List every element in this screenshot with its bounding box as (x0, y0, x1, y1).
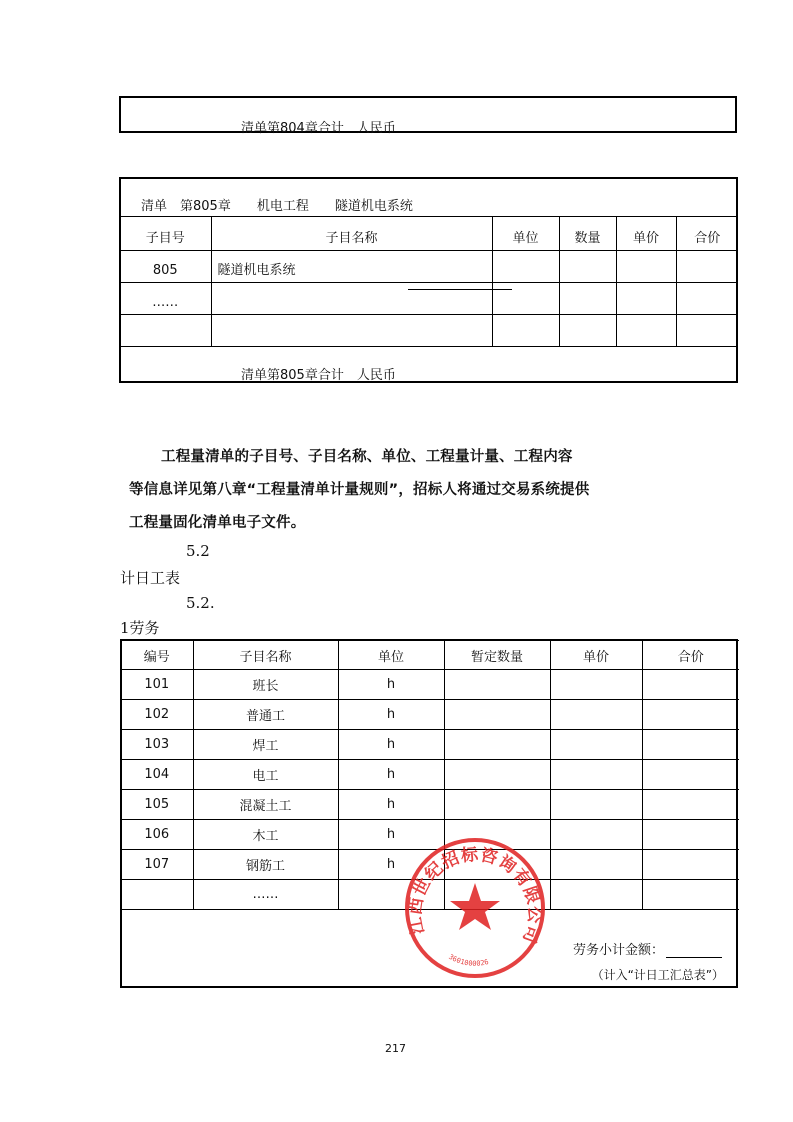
price-cell (550, 850, 642, 880)
qty-cell (559, 251, 616, 283)
price-cell (550, 880, 642, 910)
table-row (121, 790, 739, 820)
amount-cell (642, 730, 739, 760)
header-cell: 子目名称 (193, 641, 338, 670)
table-header-row (121, 641, 739, 670)
header-cell: 合价 (676, 217, 738, 251)
code-cell (121, 880, 193, 910)
name-cell: 木工 (193, 820, 338, 850)
section-805-table (119, 177, 738, 383)
header-cell: 子目号 (120, 217, 211, 251)
code-cell: 102 (121, 700, 193, 730)
qty-cell (444, 790, 550, 820)
qty-cell (559, 283, 616, 315)
price-cell (616, 315, 676, 347)
name-cell (211, 283, 492, 315)
code-cell: …… (120, 283, 211, 315)
amount-cell (642, 790, 739, 820)
amount-cell (642, 700, 739, 730)
paragraph-line: 等信息详见第八章“工程量清单计量规则”，招标人将通过交易系统提供 (129, 482, 590, 498)
qty-cell (444, 700, 550, 730)
unit-cell: h (338, 790, 444, 820)
header-cell: 单价 (616, 217, 676, 251)
section-805-title: 清单 第805章 机电工程 隧道机电系统 (141, 199, 413, 214)
price-cell (550, 820, 642, 850)
unit-cell (492, 251, 559, 283)
unit-cell: h (338, 700, 444, 730)
section-5-2-1-number: 5.2. (186, 594, 215, 612)
name-cell: 混凝土工 (193, 790, 338, 820)
labor-subtotal (573, 939, 722, 958)
unit-cell: h (338, 850, 444, 880)
name-cell: 电工 (193, 760, 338, 790)
name-cell: …… (193, 880, 338, 910)
qty-cell (559, 315, 616, 347)
unit-cell: h (338, 760, 444, 790)
unit-cell: h (338, 670, 444, 700)
section-804-total-label: 清单第804章合计 人民币 (241, 121, 396, 136)
header-cell: 子目名称 (211, 217, 492, 251)
price-cell (616, 251, 676, 283)
code-cell: 106 (121, 820, 193, 850)
code-cell: 104 (121, 760, 193, 790)
section-5-2-1-title: 1劳务 (120, 619, 160, 637)
unit-cell (492, 315, 559, 347)
price-cell (550, 730, 642, 760)
table-row (121, 760, 739, 790)
header-cell: 暂定数量 (444, 641, 550, 670)
blank-underline (408, 289, 512, 290)
header-cell: 数量 (559, 217, 616, 251)
header-cell: 编号 (121, 641, 193, 670)
section-805-grid (120, 216, 738, 347)
name-cell: 班长 (193, 670, 338, 700)
price-cell (550, 700, 642, 730)
table-row (120, 251, 738, 283)
table-row (121, 730, 739, 760)
amount-cell (676, 315, 738, 347)
star-icon (450, 883, 500, 930)
qty-cell (444, 730, 550, 760)
name-cell: 隧道机电系统 (211, 251, 492, 283)
code-cell: 101 (121, 670, 193, 700)
price-cell (550, 670, 642, 700)
table-row (120, 283, 738, 315)
company-seal (404, 837, 546, 979)
code-cell: 107 (121, 850, 193, 880)
seal-digits (447, 953, 489, 968)
section-805-total-label: 清单第805章合计 人民币 (241, 368, 396, 383)
table-header-row (120, 217, 738, 251)
name-cell (211, 315, 492, 347)
labor-subtotal-note: （计入“计日工汇总表”） (591, 968, 724, 982)
table-row (121, 700, 739, 730)
header-cell: 单位 (338, 641, 444, 670)
name-cell: 焊工 (193, 730, 338, 760)
amount-cell (676, 251, 738, 283)
code-cell: 105 (121, 790, 193, 820)
amount-cell (642, 760, 739, 790)
paragraph-line: 工程量清单的子目号、子目名称、单位、工程量计量、工程内容 (161, 449, 573, 465)
section-5-2-number: 5.2 (186, 542, 210, 560)
unit-cell: h (338, 820, 444, 850)
seal-text-path: 江西世纪招标咨询有限公司 (405, 844, 545, 947)
header-cell: 单价 (550, 641, 642, 670)
price-cell (550, 790, 642, 820)
price-cell (550, 760, 642, 790)
price-cell (616, 283, 676, 315)
section-804-total-box (119, 96, 737, 136)
amount-cell (642, 880, 739, 910)
page-number: 217 (385, 1042, 406, 1055)
section-5-2-title: 计日工表 (120, 569, 181, 587)
header-cell: 单位 (492, 217, 559, 251)
unit-cell: h (338, 730, 444, 760)
name-cell: 钢筋工 (193, 850, 338, 880)
code-cell: 805 (120, 251, 211, 283)
code-cell: 103 (121, 730, 193, 760)
qty-cell (444, 760, 550, 790)
amount-cell (642, 670, 739, 700)
amount-cell (642, 850, 739, 880)
unit-cell (492, 283, 559, 315)
qty-cell (444, 670, 550, 700)
table-row (121, 670, 739, 700)
seal-digits-path: 3601000026 (447, 952, 490, 968)
paragraph-line: 工程量固化清单电子文件。 (129, 515, 306, 531)
name-cell: 普通工 (193, 700, 338, 730)
amount-cell (676, 283, 738, 315)
table-row (120, 315, 738, 347)
header-cell: 合价 (642, 641, 739, 670)
amount-cell (642, 820, 739, 850)
labor-subtotal-blank (666, 946, 722, 958)
labor-subtotal-label: 劳务小计金额： (572, 943, 664, 958)
code-cell (120, 315, 211, 347)
